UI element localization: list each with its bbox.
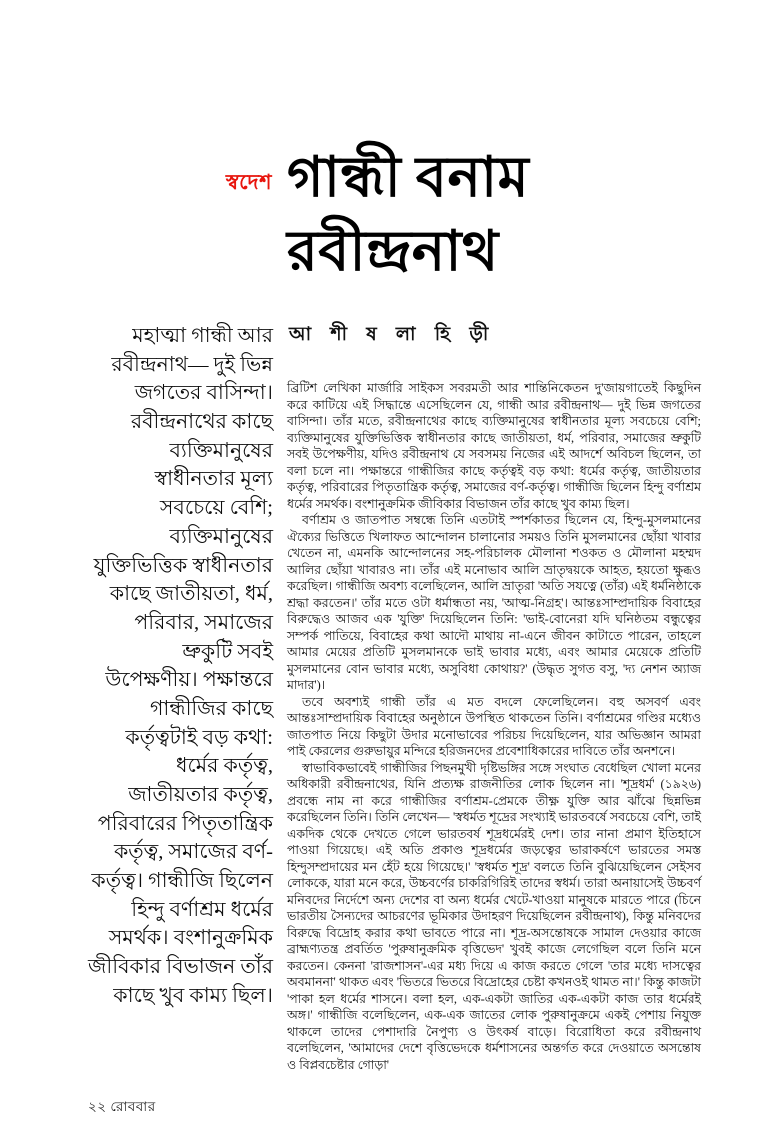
- body-paragraph: বর্ণাশ্রম ও জাতপাত সম্বন্ধে তিনি এতটাই স্পর্শকাতর ছিলেন যে, হিন্দু-মুসলমানের ঐক্যের ভিত্তিতে খিলাফত আন্দোলন চালানোর সময়ও তিনি মুসলমানের ছোঁয়া খাবার খেতেন না, এমনকি আন্দোলনের সহ-পরিচালক মৌলানা শওকত ও মৌলানা মহম্মদ আলির ছোঁয়া খাবারও না। তাঁর এই মনোভাব আলি ভ্রাতৃদ্বয়কে আহত, হয়তো ক্ষুব্ধও করেছিল। গান্ধীজি অবশ্য বলেছিলেন, আলি ভ্রাতৃরা 'অতি সযত্নে (তাঁর) এই ধর্মনিষ্ঠাকে শ্রদ্ধা করতেন।' তাঁর মতে ওটা ধর্মান্ধতা নয়, 'আত্ম-নিগ্রহ'। আন্তঃসাম্প্রদায়িক বিবাহের বিরুদ্ধেও আজব এক 'যুক্তি' দিয়েছিলেন তিনি: 'ভাই-বোনেরা যদি ঘনিষ্ঠতম বন্ধুত্বের সম্পর্ক পাতিয়ে, বিবাহের কথা আদৌ মাথায় না-এনে জীবন কাটাতে পারেন, তাহলে আমার মেয়ের প্রতিটি মুসলমানকে ভাই ভাবার মধ্যে, এবং আমার মেয়েকে প্রতিটি মুসলমানের বোন ভাবার মধ্যে, অসুবিধা কোথায়?' (উদ্ধৃত সুগত বসু, 'দ্য নেশন অ্যাজ মাদার')।: [287, 513, 701, 692]
- author-byline: আ শী ষ লা হি ড়ী: [289, 324, 496, 345]
- page-number-footer: ২২ রোববার: [88, 1099, 156, 1114]
- article-body: [287, 380, 701, 1073]
- body-paragraph: স্বাভাবিকভাবেই গান্ধীজির পিছনমুখী দৃষ্টিভঙ্গির সঙ্গে সংঘাত বেধেছিল খোলা মনের অধিকারী রবীন্দ্রনাথের, যিনি প্রত্যক্ষ রাজনীতির লোক ছিলেন না। 'শূদ্রধর্ম' (১৯২৬) প্রবন্ধে নাম না করে গান্ধীজির বর্ণাশ্রম-প্রেমকে তীক্ষ্ণ যুক্তি আর ঝাঁঝে ছিন্নভিন্ন করেছিলেন তিনি। তিনি লেখেন— 'স্বধর্মত শূদ্রের সংখ্যাই ভারতবর্ষে সবচেয়ে বেশি, তাই একদিক থেকে দেখতে গেলে ভারতবর্ষ শূদ্রধর্মেরই দেশ। তার নানা প্রমাণ ইতিহাসে পাওয়া গিয়েছে। এই অতি প্রকাণ্ড শূদ্রধর্মের জড়ত্বের ভারাকর্ষণে ভারতের সমস্ত হিন্দুসম্প্রদায়ের মন হেঁট হয়ে গিয়েছে।' 'স্বধর্মত শূদ্র' বলতে তিনি বুঝিয়েছিলেন সেইসব লোককে, যারা মনে করে, উচ্চবর্ণের চাকরিগিরিই তাদের স্বধর্ম। তারা অনায়াসেই উচ্চবর্ণ মনিবদের নির্দেশে অন্য দেশের বা অন্য ধর্মের খেটে-খাওয়া মানুষকে মারতে পারে (চিনে ভারতীয় সৈন্যদের আচরণের ভূমিকার উদাহরণ দিয়েছিলেন রবীন্দ্রনাথ), কিন্তু মনিবদের বিরুদ্ধে বিদ্রোহ করার কথা ভাবতে পারে না। শূদ্র-অসন্তোষকে সামাল দেওয়ার কাজে ব্রাহ্মণ্যতন্ত্র প্রবর্তিত 'পুরুষানুক্রমিক বৃত্তিভেদ' খুবই কাজে লেগেছিল বলে তিনি মনে করতেন। কেননা 'রাজশাসন'-এর মধ্য দিয়ে এ কাজ করতে গেলে 'তার মধ্যে দাসত্বের অবমাননা' থাকত এবং 'ভিতরে ভিতরে বিদ্রোহের চেষ্টা কখনওই থামত না।' কিন্তু কাজটা 'পাকা হল ধর্মের শাসনে। বলা হল, এক-একটা জাতির এক-একটা কাজ তার ধর্মেরই অঙ্গ।' গান্ধীজি বলেছিলেন, এক-এক জাতের লোক পুরুষানুক্রমে একই পেশায় নিযুক্ত থাকলে তাদের পেশাদারি নৈপুণ্য ও উৎকর্ষ বাড়ে। বিরোধিতা করে রবীন্দ্রনাথ বলেছিলেন, 'আমাদের দেশে বৃত্তিভেদকে ধর্মশাসনের অন্তর্গত করে দেওয়াতে অসন্তোষ ও বিপ্লবচেষ্টার গোড়া': [287, 760, 701, 1072]
- headline-line-1: গান্ধী বনাম: [287, 147, 530, 209]
- body-paragraph: ব্রিটিশ লেখিকা মার্জারি সাইকস সবরমতী আর শান্তিনিকেতন দু'জায়গাতেই কিছুদিন করে কাটিয়ে এই সিদ্ধান্তে এসেছিলেন যে, গান্ধী আর রবীন্দ্রনাথ— দুই ভিন্ন জগতের বাসিন্দা। তাঁর মতে, রবীন্দ্রনাথের কাছে ব্যক্তিমানুষের স্বাধীনতার মূল্য সবচেয়ে বেশি; ব্যক্তিমানুষের যুক্তিভিত্তিক স্বাধীনতার কাছে জাতীয়তা, ধর্ম, পরিবার, সমাজের ভ্রুকুটি সবই উপেক্ষণীয়, যদিও রবীন্দ্রনাথ যে সবসময় নিজের এই আদর্শে অবিচল ছিলেন, তা বলা চলে না। পক্ষান্তরে গান্ধীজির কাছে কর্তৃত্বই বড় কথা: ধর্মের কর্তৃত্ব, জাতীয়তার কর্তৃত্ব, পরিবারের পিতৃতান্ত্রিক কর্তৃত্ব, সমাজের বর্ণ-কর্তৃত্ব। গান্ধীজি ছিলেন হিন্দু বর্ণাশ্রম ধর্মের সমর্থক। বংশানুক্রমিক জীবিকার বিভাজন তাঁর কাছে খুব কাম্য ছিল।: [287, 381, 701, 511]
- section-kicker: স্বদেশ: [225, 170, 272, 194]
- body-paragraph: তবে অবশ্যই গান্ধী তাঁর এ মত বদলে ফেলেছিলেন। বহু অসবর্ণ এবং আন্তঃসাম্প্রদায়িক বিবাহের অনুষ্ঠানে উপস্থিত থাকতেন তিনি। বর্ণাশ্রমের গণ্ডির মধ্যেও জাতপাত নিয়ে কিছুটা উদার মনোভাবের পরিচয় দিয়েছিলেন, যার অভিজ্ঞান আমরা পাই কেরলের গুরুভায়ুর মন্দিরে হরিজনদের প্রবেশাধিকারের দাবিতে তাঁর অনশনে।: [287, 694, 701, 758]
- article-headline: [287, 142, 717, 290]
- pull-quote: মহাত্মা গান্ধী আর রবীন্দ্রনাথ— দুই ভিন্ন জগতের বাসিন্দা। রবীন্দ্রনাথের কাছে ব্যক্তিমানুষের স্বাধীনতার মূল্য সবচেয়ে বেশি; ব্যক্তিমানুষের যুক্তিভিত্তিক স্বাধীনতার কাছে জাতীয়তা, ধর্ম, পরিবার, সমাজের ভ্রুকুটি সবই উপেক্ষণীয়। পক্ষান্তরে গান্ধীজির কাছে কর্তৃত্বটাই বড় কথা: ধর্মের কর্তৃত্ব, জাতীয়তার কর্তৃত্ব, পরিবারের পিতৃতান্ত্রিক কর্তৃত্ব, সমাজের বর্ণ-কর্তৃত্ব। গান্ধীজি ছিলেন হিন্দু বর্ণাশ্রম ধর্মের সমর্থক। বংশানুক্রমিক জীবিকার বিভাজন তাঁর কাছে খুব কাম্য ছিল।: [88, 325, 273, 1007]
- headline-line-2: রবীন্দ্রনাথ: [287, 220, 499, 283]
